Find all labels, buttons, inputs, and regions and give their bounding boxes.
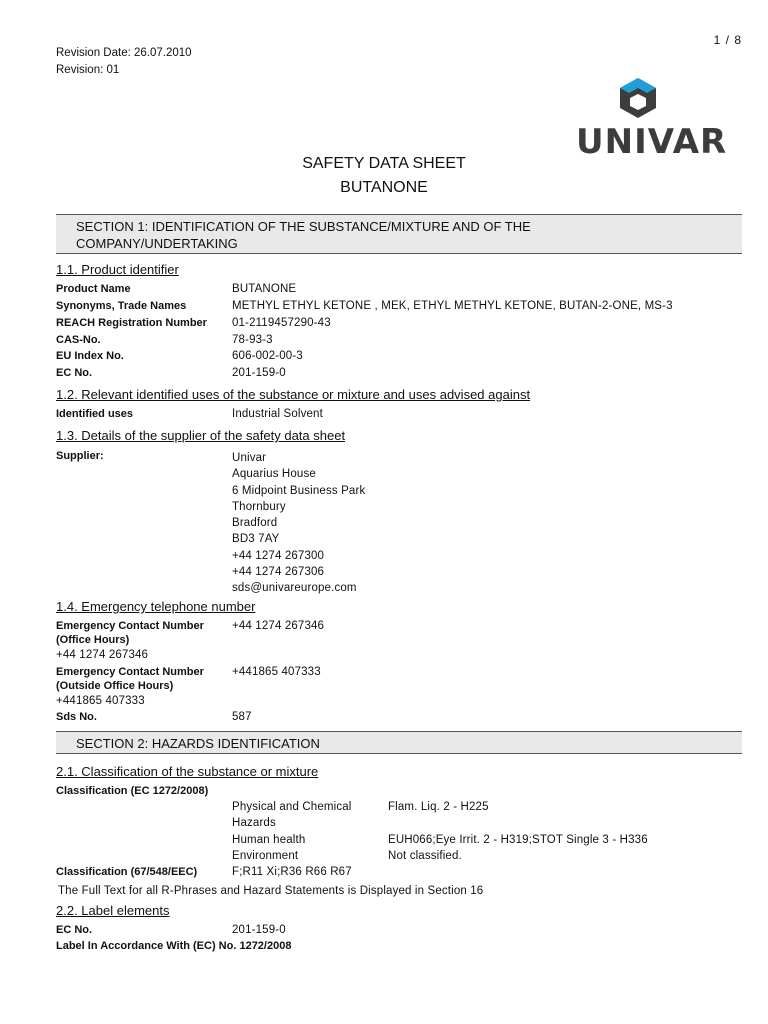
emergency-outside-value: +441865 407333 <box>232 666 321 678</box>
supplier-line: Aquarius House <box>232 468 316 481</box>
supplier-line: Thornbury <box>232 500 286 513</box>
environment-value: Not classified. <box>388 850 462 862</box>
section-2-header-text: SECTION 2: HAZARDS IDENTIFICATION <box>76 736 320 751</box>
supplier-phone: +44 1274 267300 <box>232 549 325 562</box>
eu-index-label: EU Index No. <box>56 350 124 362</box>
subsection-2-1: 2.1. Classification of the substance or mixture <box>56 764 319 779</box>
cas-label: CAS-No. <box>56 334 101 346</box>
section-1-header-line2: COMPANY/UNDERTAKING <box>76 236 238 251</box>
emergency-outside-label: Emergency Contact Number <box>56 666 204 678</box>
classification-67-label: Classification (67/548/EEC) <box>56 866 198 878</box>
cas-value: 78-93-3 <box>232 334 273 346</box>
ec-no-value: 201-159-0 <box>232 367 286 379</box>
supplier-fax: +44 1274 267306 <box>232 566 325 579</box>
supplier-line: Univar <box>232 452 267 464</box>
classification-67-value: F;R11 Xi;R36 R66 R67 <box>232 866 352 878</box>
supplier-line: 6 Midpoint Business Park <box>232 484 366 497</box>
product-name-label: Product Name <box>56 283 131 295</box>
supplier-label: Supplier: <box>56 450 104 462</box>
supplier-address <box>232 450 365 597</box>
supplier-email: sds@univareurope.com <box>232 582 357 595</box>
label-accordance: Label In Accordance With (EC) No. 1272/2008 <box>56 940 292 952</box>
subsection-2-2: 2.2. Label elements <box>56 903 170 918</box>
emergency-office-repeat: +44 1274 267346 <box>56 649 149 661</box>
ec-no-label: EC No. <box>56 367 93 379</box>
subsection-1-1: 1.1. Product identifier <box>56 262 179 277</box>
emergency-office-value: +44 1274 267346 <box>232 620 325 632</box>
label-ec-no-label: EC No. <box>56 924 93 936</box>
section-2-header <box>56 731 742 754</box>
section-1-header-line1: SECTION 1: IDENTIFICATION OF THE SUBSTANCE/MIXTURE AND OF THE <box>76 219 531 234</box>
page-number: 1 / 8 <box>713 33 742 47</box>
logo-text: UNIVAR <box>576 122 728 162</box>
subsection-1-2: 1.2. Relevant identified uses of the substance or mixture and uses advised against <box>56 387 531 402</box>
sds-no-value: 587 <box>232 711 252 723</box>
reach-value: 01-2119457290-43 <box>232 317 331 329</box>
label-ec-no-value: 201-159-0 <box>232 924 286 936</box>
univar-hexagon-icon <box>576 76 700 120</box>
subsection-1-4: 1.4. Emergency telephone number <box>56 599 256 614</box>
supplier-line: Bradford <box>232 517 278 530</box>
synonyms-label: Synonyms, Trade Names <box>56 300 187 312</box>
synonyms-value: METHYL ETHYL KETONE , MEK, ETHYL METHYL KETONE, BUTAN-2-ONE, MS-3 <box>232 300 673 312</box>
doc-title: SAFETY DATA SHEET <box>302 155 466 172</box>
physical-hazards-label: Physical and Chemical <box>232 801 352 813</box>
univar-logo <box>576 76 728 162</box>
subsection-1-3: 1.3. Details of the supplier of the safety data sheet <box>56 428 346 443</box>
reach-label: REACH Registration Number <box>56 317 207 329</box>
emergency-outside-label-sub: (Outside Office Hours) <box>56 680 174 692</box>
sds-no-label: Sds No. <box>56 711 97 723</box>
identified-uses-value: Industrial Solvent <box>232 408 323 420</box>
human-health-label: Human health <box>232 834 306 846</box>
eu-index-value: 606-002-00-3 <box>232 350 303 362</box>
environment-label: Environment <box>232 850 299 862</box>
physical-hazards-value: Flam. Liq. 2 - H225 <box>388 801 489 813</box>
identified-uses-label: Identified uses <box>56 408 134 420</box>
full-text-note: The Full Text for all R-Phrases and Hazard Statements is Displayed in Section 16 <box>58 885 484 897</box>
emergency-office-label: Emergency Contact Number <box>56 620 204 632</box>
human-health-value: EUH066;Eye Irrit. 2 - H319;STOT Single 3 - H336 <box>388 834 648 846</box>
revision: Revision: 01 <box>56 64 120 76</box>
emergency-office-label-sub: (Office Hours) <box>56 634 130 646</box>
emergency-outside-repeat: +441865 407333 <box>56 695 145 707</box>
doc-subtitle: BUTANONE <box>340 179 428 196</box>
classification-ec-label: Classification (EC 1272/2008) <box>56 785 209 797</box>
section-1-header <box>56 214 742 254</box>
product-name-value: BUTANONE <box>232 283 297 295</box>
physical-hazards-label-sub: Hazards <box>232 817 276 829</box>
supplier-line: BD3 7AY <box>232 533 280 546</box>
revision-date: Revision Date: 26.07.2010 <box>56 47 192 59</box>
